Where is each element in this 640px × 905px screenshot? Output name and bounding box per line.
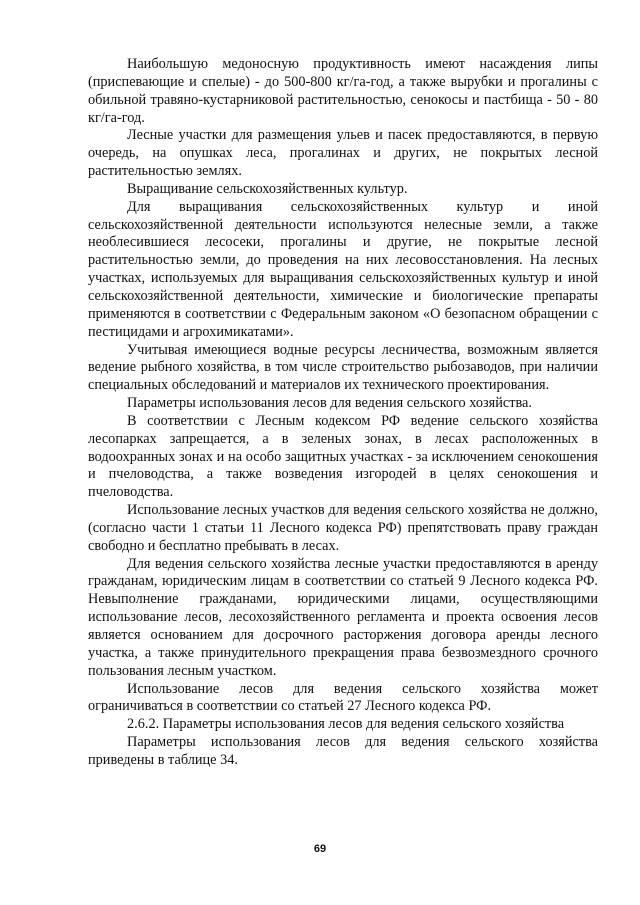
- body-text: [88, 56, 598, 770]
- paragraph-forest-code: В соответствии с Лесным кодексом РФ ведение сельского хозяйства лесопарках запрещается, а в зеленых зонах, в лесах расположенных в водоохранных зонах и на особо защитных участках - за исключением сенокошения и пчеловодства, а также возведения изгородей в целях сенокошения и пчеловодства.: [88, 412, 598, 501]
- paragraph-table-reference: Параметры использования лесов для ведения сельского хозяйства приведены в таблице 34.: [88, 734, 598, 768]
- paragraph-honey-productivity: Наибольшую медоносную продуктивность имеют насаждения липы (приспевающие и спелые) - до 500-800 кг/га-год, а также вырубки и прогалины с обильной травяно-кустарниковой растительностью, сенокосы и пастбища - 50 - 80 кг/га-год.: [88, 56, 598, 126]
- paragraph-fish-farming: Учитывая имеющиеся водные ресурсы лесничества, возможным является ведение рыбного хозяйства, в том числе строительство рыбозаводов, при наличии специальных обследований и материалов их технического проектирования.: [88, 341, 598, 394]
- paragraph-apiary-plots: Лесные участки для размещения ульев и пасек предоставляются, в первую очередь, на опушках леса, прогалинах и других, не покрытых лесной растительностью землях.: [88, 127, 598, 180]
- page-number: 69: [313, 843, 327, 855]
- paragraph-public-access: Использование лесных участков для ведения сельского хозяйства не должно, (согласно части 1 статьи 11 Лесного кодекса РФ) препятствовать праву граждан свободно и бесплатно пребывать в лесах.: [88, 502, 598, 554]
- paragraph-article-27: Использование лесов для ведения сельского хозяйства может ограничиваться в соответствии со статьей 27 Лесного кодекса РФ.: [88, 680, 598, 715]
- heading-crop-cultivation: Выращивание сельскохозяйственных культур.: [127, 180, 408, 197]
- section-heading-2-6-2: 2.6.2. Параметры использования лесов для ведения сельского хозяйства: [127, 716, 565, 733]
- heading-agriculture-parameters: Параметры использования лесов для ведения сельского хозяйства.: [127, 395, 532, 412]
- paragraph-lease: Для ведения сельского хозяйства лесные участки предоставляются в аренду гражданам, юридическим лицам в соответствии со статьей 9 Лесного кодекса РФ. Невыполнение гражданами, юридическими лицами, осуществляющими использование лесов, лесохозяйственного регламента и проекта освоения лесов является основанием для досрочного расторжения договора аренды лесного участка, а также принудительного прекращения права безвозмездного срочного пользования лесным участком.: [88, 555, 598, 679]
- paragraph-crop-lands: Для выращивания сельскохозяйственных культур и иной сельскохозяйственной деятельности используются нелесные земли, а также необлесившиеся лесосеки, прогалины и другие, не покрытые лесной растительностью земли, до проведения на них лесовосстановления. На лесных участках, используемых для выращивания сельскохозяйственных культур и иной сельскохозяйственной деятельности, химические и биологические препараты применяются в соответствии с Федеральным законом «О безопасном обращении с пестицидами и агрохимикатами».: [88, 198, 598, 340]
